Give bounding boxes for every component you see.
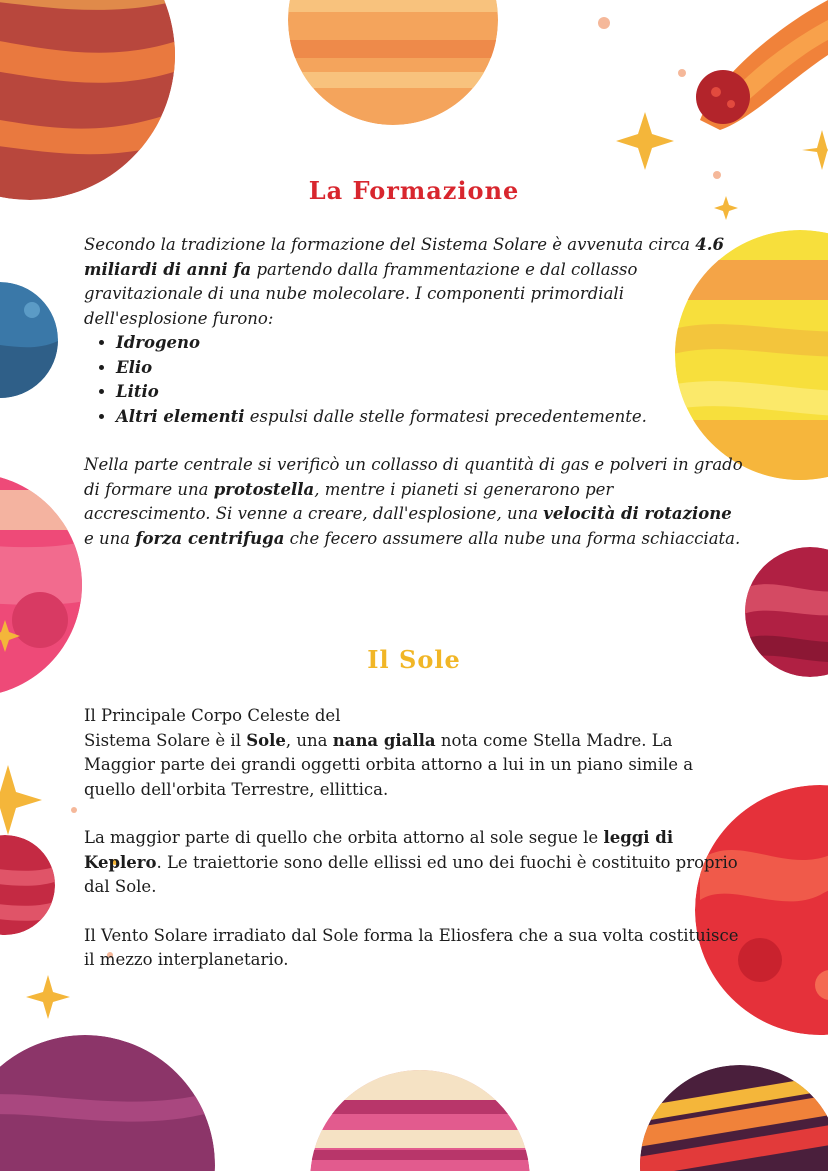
star-icon bbox=[0, 765, 42, 835]
section-heading-formazione: La Formazione bbox=[308, 176, 520, 205]
star-icon bbox=[26, 975, 70, 1019]
list-item: • Altri elementi espulsi dalle stelle formatesi precedentemente. bbox=[116, 405, 744, 430]
bold-text: forza centrifuga bbox=[135, 528, 285, 548]
section-heading-sole: Il Sole bbox=[367, 645, 461, 674]
comet-icon bbox=[696, 0, 828, 130]
planet-icon bbox=[300, 1070, 540, 1171]
elements-list bbox=[84, 331, 744, 429]
star-icon bbox=[802, 130, 828, 170]
list-item: • Elio bbox=[116, 356, 744, 381]
section-formazione bbox=[84, 233, 744, 551]
bold-text: nana gialla bbox=[332, 730, 436, 750]
bold-text: 4.6 miliardi di anni fa bbox=[84, 235, 724, 279]
planet-icon bbox=[620, 1065, 828, 1171]
paragraph: Il Principale Corpo Celeste del Sistema Solare è il Sole, una nana gialla nota come Stella Madre. La Maggior parte dei grandi oggetti orbita attorno a lui in un piano simile a quello dell'orbita Terrestre, ellittica. bbox=[84, 706, 694, 799]
planet-icon bbox=[0, 0, 180, 200]
bold-text: leggi di Keplero bbox=[84, 828, 674, 872]
list-item: • Idrogeno bbox=[116, 331, 744, 356]
section-sole bbox=[84, 704, 744, 973]
list-item: • Litio bbox=[116, 380, 744, 405]
bold-text: velocità di rotazione bbox=[543, 504, 732, 523]
planet-icon bbox=[280, 0, 510, 125]
planet-icon bbox=[0, 1035, 220, 1171]
bold-text: Sole bbox=[246, 730, 286, 750]
bold-text: protostella bbox=[213, 479, 315, 499]
star-icon bbox=[616, 112, 674, 170]
paragraph: La maggior parte di quello che orbita attorno al sole segue le leggi di Keplero. Le traiettorie sono delle ellissi ed uno dei fuochi è costituito proprio dal Sole. bbox=[84, 828, 738, 896]
paragraph: Nella parte centrale si verificò un collasso di quantità di gas e polveri in grado di formare una protostella, mentre i pianeti si generarono per accrescimento. Si venne a creare, dall'esplosione, una velocità di rotazione e una forza centrifuga che fecero assumere alla nube una forma schiacciata. bbox=[84, 455, 743, 548]
planet-icon bbox=[0, 282, 60, 400]
paragraph: Il Vento Solare irradiato dal Sole forma la Eliosfera che a sua volta costituisce il mezzo interplanetario. bbox=[84, 925, 739, 969]
planet-icon bbox=[0, 835, 60, 935]
paragraph: Secondo la tradizione la formazione del Sistema Solare è avvenuta circa 4.6 miliardi di anni fa partendo dalla frammentazione e dal collasso gravitazionale di una nube molecolare. I componenti primordiali dell'esplosione furono: bbox=[84, 235, 724, 328]
